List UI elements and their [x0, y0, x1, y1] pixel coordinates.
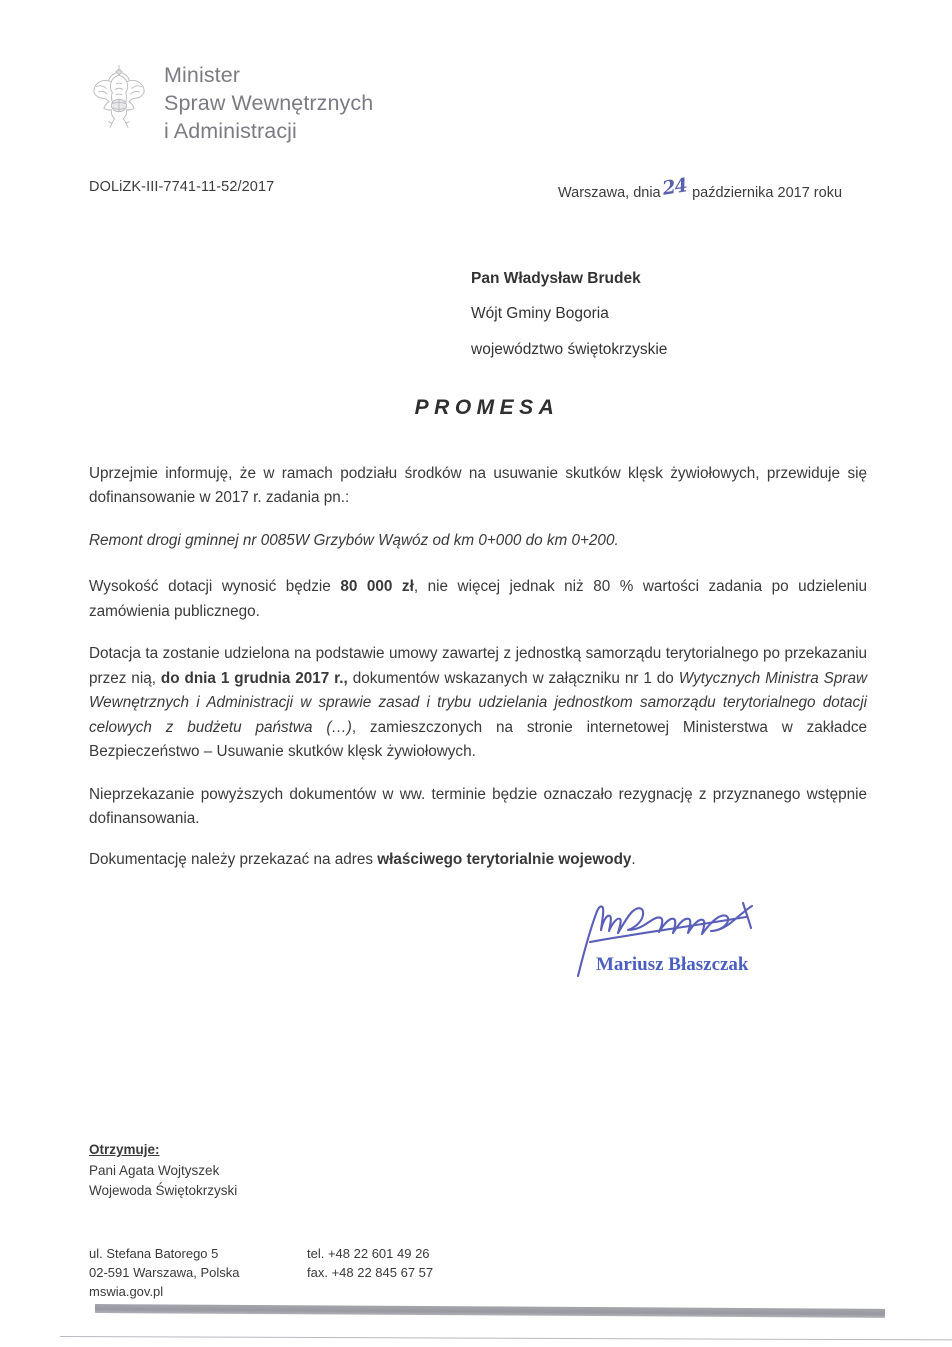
submit-text-before: Dokumentację należy przekazać na adres	[89, 850, 378, 868]
polish-eagle-emblem-icon	[88, 62, 150, 134]
letterhead	[88, 62, 373, 146]
scan-hairline-decoration	[60, 1336, 952, 1340]
footer-city: 02-591 Warszawa, Polska	[89, 1264, 240, 1280]
signature-block	[560, 890, 860, 990]
ministry-line-2: Spraw Wewnętrznych	[164, 90, 374, 115]
recipients-heading: Otrzymuje:	[89, 1142, 160, 1157]
dateline-prefix: Warszawa, dnia	[558, 185, 661, 201]
signatory-name: Mariusz Błaszczak	[596, 954, 749, 975]
addressee-position: Wójt Gminy Bogoria	[471, 305, 609, 323]
ministry-line-3: i Administracji	[164, 118, 297, 143]
addressee-block	[471, 261, 667, 367]
grant-text-3: , zamieszczonych na stronie internetowej Ministerstwa w zakładce Bezpieczeństwo – Usuwanie skutków klęsk żywiołowych.	[89, 718, 868, 761]
paragraph-intro: Uprzejmie informuję, że w ramach podziału środków na usuwanie skutków klęsk żywiołowych, przewiduje się dofinansowanie w 2017 r. zadania pn.:	[89, 465, 867, 507]
paragraph-warning: Nieprzekazanie powyższych dokumentów w ww. terminie będzie oznaczało rezygnację z przyznanego wstępnie dofinansowania.	[89, 785, 867, 828]
recipient-position: Wojewoda Świętokrzyski	[89, 1182, 238, 1198]
ministry-line-1: Minister	[164, 63, 241, 87]
amount-text-after: , nie więcej jednak niż 80 % wartości zadania po udzieleniu zamówienia publicznego.	[89, 578, 868, 620]
paragraph-submit	[89, 848, 867, 872]
footer-address-column	[89, 1245, 307, 1302]
footer-fax: fax. +48 22 845 67 57	[307, 1264, 434, 1280]
handwritten-day: 24	[660, 174, 689, 200]
paragraph-task: Remont drogi gminnej nr 0085W Grzybów Wąwóz od km 0+000 do km 0+200.	[89, 531, 619, 549]
amount-text-before: Wysokość dotacji wynosić będzie	[89, 578, 341, 596]
amount-value: 80 000 zł	[340, 578, 414, 596]
paragraph-grant	[89, 642, 867, 764]
addressee-name: Pan Władysław Brudek	[471, 270, 641, 287]
paragraph-amount	[89, 575, 867, 624]
page-title: PROMESA	[414, 396, 560, 419]
footer-phone-column	[307, 1245, 527, 1302]
submit-bold-text: właściwego terytorialnie wojewody	[377, 850, 632, 868]
grant-guidelines-title: Wytycznych Ministra Spraw Wewnętrznych i Administracji w sprawie zasad i trybu udzielania jednostkom samorządu terytorialnego dotacji celowych z budżetu państwa (…)	[89, 669, 867, 736]
footer-website: mswia.gov.pl	[89, 1283, 164, 1299]
footer-tel: tel. +48 22 601 49 26	[307, 1246, 430, 1261]
submit-text-after: .	[631, 850, 636, 868]
addressee-region: województwo świętokrzyskie	[471, 340, 668, 358]
dateline-suffix: października 2017 roku	[692, 185, 843, 201]
dateline	[558, 174, 843, 202]
grant-text-1: Dotacja ta zostanie udzielona na podstawie umowy zawartej z jednostką samorządu terytorialnego po przekazaniu przez nią,	[89, 645, 867, 687]
footer-street: ul. Stefana Batorego 5	[89, 1246, 219, 1261]
grant-text-2: dokumentów wskazanych w załączniku nr 1 do	[347, 669, 679, 687]
footer-contact	[89, 1245, 527, 1302]
recipient-name: Pani Agata Wojtyszek	[89, 1162, 220, 1178]
scan-bar-decoration	[95, 1304, 885, 1318]
recipients-block	[89, 1140, 237, 1201]
grant-deadline: do dnia 1 grudnia 2017 r.,	[160, 669, 348, 687]
ministry-name	[164, 62, 373, 146]
document-body	[89, 462, 867, 890]
reference-number: DOLiZK-III-7741-11-52/2017	[89, 179, 275, 195]
